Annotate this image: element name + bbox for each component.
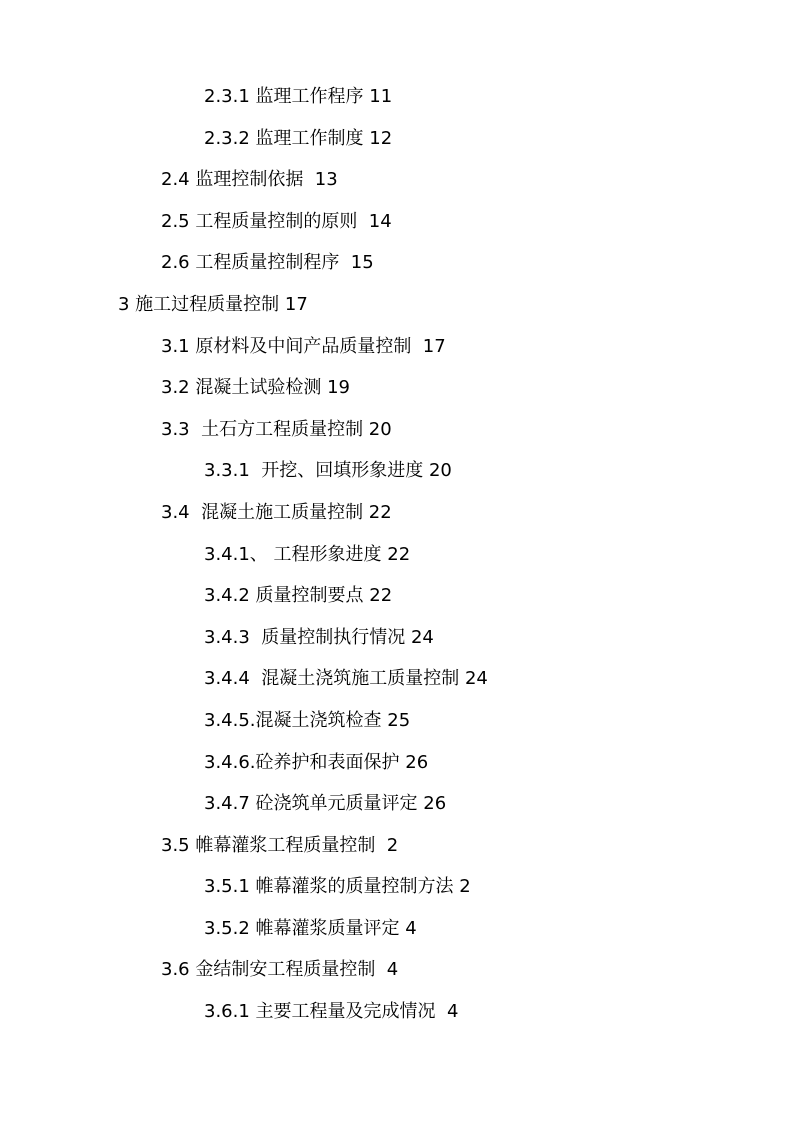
toc-entry-2-5: 2.5 工程质量控制的原则 14 [161, 210, 392, 232]
toc-entry-2-4: 2.4 监理控制依据 13 [161, 169, 338, 191]
toc-entry-3-4: 3.4 混凝土施工质量控制 22 [161, 501, 392, 523]
toc-entry-3-5: 3.5 帷幕灌浆工程质量控制 2 [161, 834, 399, 856]
toc-entry-2-3-1: 2.3.1 监理工作程序 11 [204, 86, 393, 107]
toc-entry-3-3: 3.3 土石方工程质量控制 20 [161, 418, 392, 440]
toc-entry-3-4-2: 3.4.2 质量控制要点 22 [204, 585, 393, 607]
toc-entry-3-4-3: 3.4.3 质量控制执行情况 24 [204, 626, 434, 648]
toc-entry-3-4-6: 3.4.6.砼养护和表面保护 26 [204, 751, 429, 773]
toc-entry-3-6-1: 3.6.1 主要工程量及完成情况 4 [204, 1001, 459, 1023]
toc-entry-3-4-1: 3.4.1、 工程形象进度 22 [204, 543, 411, 565]
toc-entry-3-2: 3.2 混凝土试验检测 19 [161, 377, 350, 399]
toc-entry-3-4-5: 3.4.5.混凝土浇筑检查 25 [204, 709, 411, 731]
toc-entry-3: 3 施工过程质量控制 17 [118, 293, 308, 315]
toc-entry-3-4-4: 3.4.4 混凝土浇筑施工质量控制 24 [204, 668, 488, 690]
toc-entry-3-3-1: 3.3.1 开挖、回填形象进度 20 [204, 460, 452, 482]
table-of-contents [0, 76, 794, 1033]
toc-entry-3-5-2: 3.5.2 帷幕灌浆质量评定 4 [204, 917, 417, 939]
toc-entry-3-1: 3.1 原材料及中间产品质量控制 17 [161, 335, 446, 357]
toc-entry-3-5-1: 3.5.1 帷幕灌浆的质量控制方法 2 [204, 876, 471, 898]
toc-entry-2-6: 2.6 工程质量控制程序 15 [161, 252, 374, 274]
toc-entry-3-6: 3.6 金结制安工程质量控制 4 [161, 959, 399, 981]
toc-entry-3-4-7: 3.4.7 砼浇筑单元质量评定 26 [204, 793, 447, 815]
toc-entry-2-3-2: 2.3.2 监理工作制度 12 [204, 127, 393, 149]
